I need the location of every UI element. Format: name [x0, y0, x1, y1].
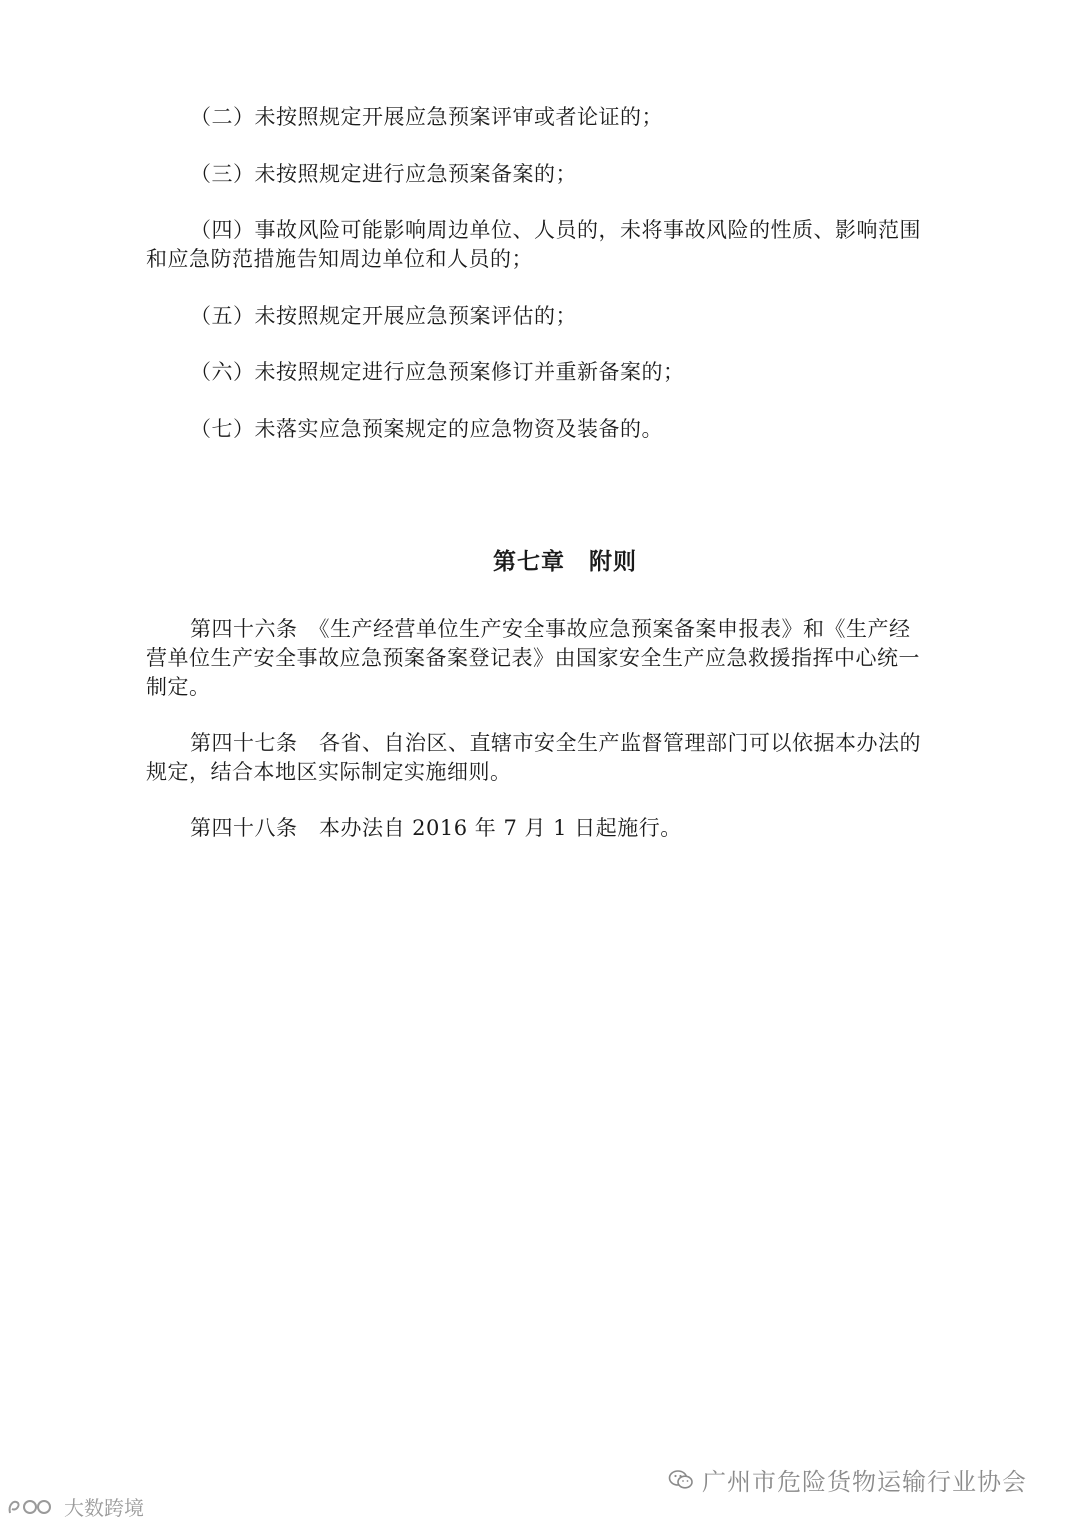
item-two: （二）未按照规定开展应急预案评审或者论证的；	[190, 105, 663, 129]
site-logo-text: 大数跨境	[64, 1496, 144, 1520]
site-logo-icon	[6, 1495, 60, 1519]
item-seven: （七）未落实应急预案规定的应急物资及装备的。	[190, 417, 663, 441]
wechat-icon	[668, 1467, 694, 1493]
chapter-title: 第七章 附则	[493, 548, 637, 575]
article-48-line-1: 第四十八条 本办法自 2016 年 7 月 1 日起施行。	[190, 816, 682, 840]
article-47-line-2: 规定，结合本地区实际制定实施细则。	[146, 760, 512, 784]
article-46-line-2: 营单位生产安全事故应急预案备案登记表》由国家安全生产应急救援指挥中心统一	[146, 646, 920, 670]
site-watermark	[6, 1492, 144, 1521]
wechat-watermark	[668, 1462, 1027, 1497]
item-five: （五）未按照规定开展应急预案评估的；	[190, 304, 577, 328]
item-six: （六）未按照规定进行应急预案修订并重新备案的；	[190, 360, 685, 384]
wechat-account-name: 广州市危险货物运输行业协会	[702, 1468, 1027, 1496]
item-four-line-1: （四）事故风险可能影响周边单位、人员的，未将事故风险的性质、影响范围	[190, 218, 921, 242]
item-four-line-2: 和应急防范措施告知周边单位和人员的；	[146, 247, 533, 271]
article-46-line-3: 制定。	[146, 675, 211, 699]
article-46-line-1: 第四十六条 《生产经营单位生产安全事故应急预案备案申报表》和《生产经	[190, 617, 911, 641]
item-three: （三）未按照规定进行应急预案备案的；	[190, 162, 577, 186]
article-47-line-1: 第四十七条 各省、自治区、直辖市安全生产监督管理部门可以依据本办法的	[190, 731, 921, 755]
